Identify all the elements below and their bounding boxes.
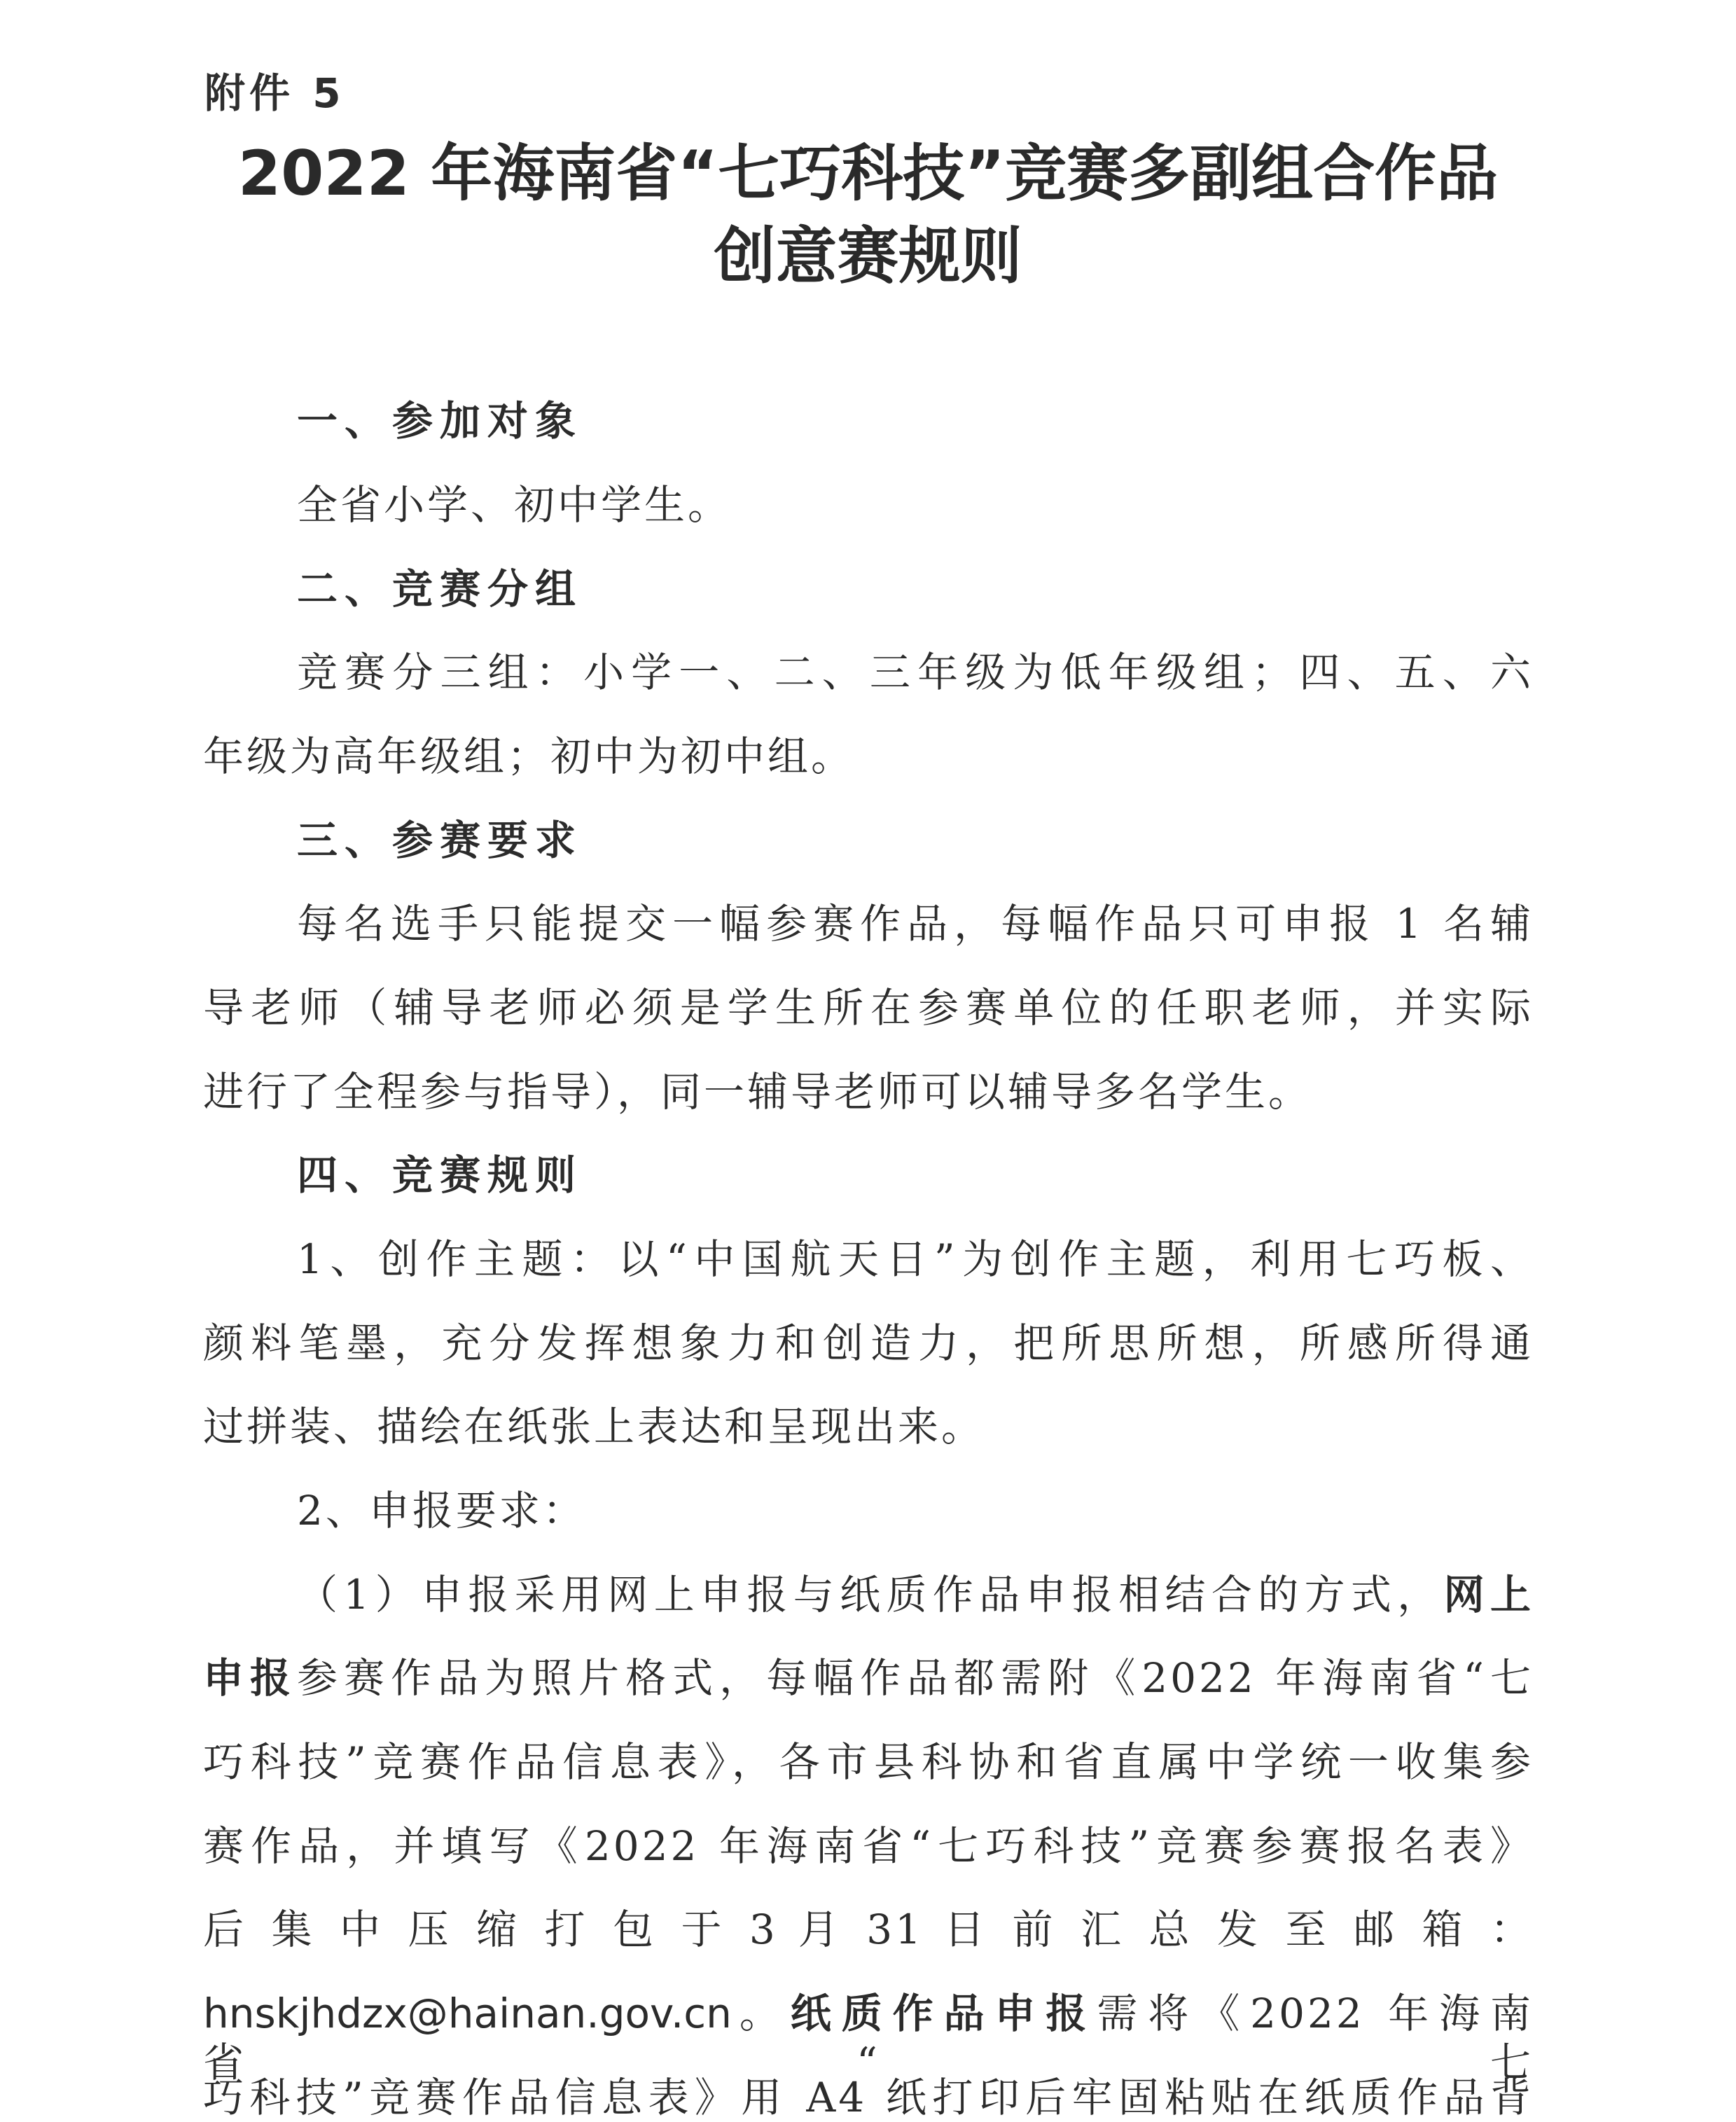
email-period: 。 <box>731 1990 791 2037</box>
rule-2-para-line-5: 后 集 中 压 缩 打 包 于 3 月 31 日 前 汇 总 发 至 邮 箱 ： <box>203 1906 1534 1953</box>
section-4-heading: 四、竞赛规则 <box>297 1151 583 1199</box>
rule-2-para-line-3: 巧科技”竞赛作品信息表》，各市县科协和省直属中学统一收集参 <box>203 1738 1534 1786</box>
section-2-heading: 二、竞赛分组 <box>297 565 583 613</box>
paper-submission-emphasis: 纸质作品申报 <box>790 1990 1097 2037</box>
rule-2-para-line-2 <box>203 1653 1534 1703</box>
rule-2-para-line-4: 赛作品，并填写《2022 年海南省“七巧科技”竞赛参赛报名表》 <box>203 1822 1534 1870</box>
rule-2-heading: 2、申报要求： <box>297 1487 586 1534</box>
section-3-heading: 三、参赛要求 <box>297 817 583 864</box>
rule-2-para-line-2-text: 参赛作品为照片格式，每幅作品都需附《2022 年海南省“七 <box>297 1654 1534 1702</box>
section-3-text-line-1: 每名选手只能提交一幅参赛作品，每幅作品只可申报 1 名辅 <box>297 900 1534 948</box>
section-3-text-line-3: 进行了全程参与指导），同一辅导老师可以辅导多名学生。 <box>203 1068 1312 1116</box>
online-submission-emphasis: 网上 <box>1443 1571 1534 1618</box>
rule-2-para-line-1-text: （1）申报采用网上申报与纸质作品申报相结合的方式， <box>297 1571 1444 1618</box>
rule-1-line-1: 1、创作主题：以“中国航天日”为创作主题，利用七巧板、 <box>297 1235 1534 1283</box>
rule-2-para-line-7: 巧科技”竞赛作品信息表》用 A4 纸打印后牢固粘贴在纸质作品背 <box>203 2074 1534 2121</box>
section-1-heading: 一、参加对象 <box>297 397 583 445</box>
online-submission-emphasis-cont: 申报 <box>203 1654 298 1702</box>
rule-1-line-2: 颜料笔墨，充分发挥想象力和创造力，把所思所想，所感所得通 <box>203 1319 1534 1367</box>
rule-2-para-line-6-text: 需将《2022 年海南省“七 <box>203 1990 1534 2086</box>
submission-email: hnskjhdzx@hainan.gov.cn <box>203 1990 732 2037</box>
section-1-text: 全省小学、初中学生。 <box>297 481 732 529</box>
rule-2-para-line-6 <box>203 1989 1534 2087</box>
rule-2-para-line-1 <box>297 1570 1534 1619</box>
section-3-text-line-2: 导老师（辅导老师必须是学生所在参赛单位的任职老师，并实际 <box>203 984 1534 1032</box>
attachment-label: 附件 5 <box>204 69 345 117</box>
section-2-text-line-2: 年级为高年级组；初中为初中组。 <box>203 733 855 780</box>
rule-1-line-3: 过拼装、描绘在纸张上表达和呈现出来。 <box>203 1403 985 1450</box>
section-2-text-line-1: 竞赛分三组：小学一、二、三年级为低年级组；四、五、六 <box>297 649 1534 696</box>
document-title-line-1: 2022 年海南省“七巧科技”竞赛多副组合作品 <box>237 137 1499 209</box>
document-title-line-2: 创意赛规则 <box>714 220 1022 292</box>
